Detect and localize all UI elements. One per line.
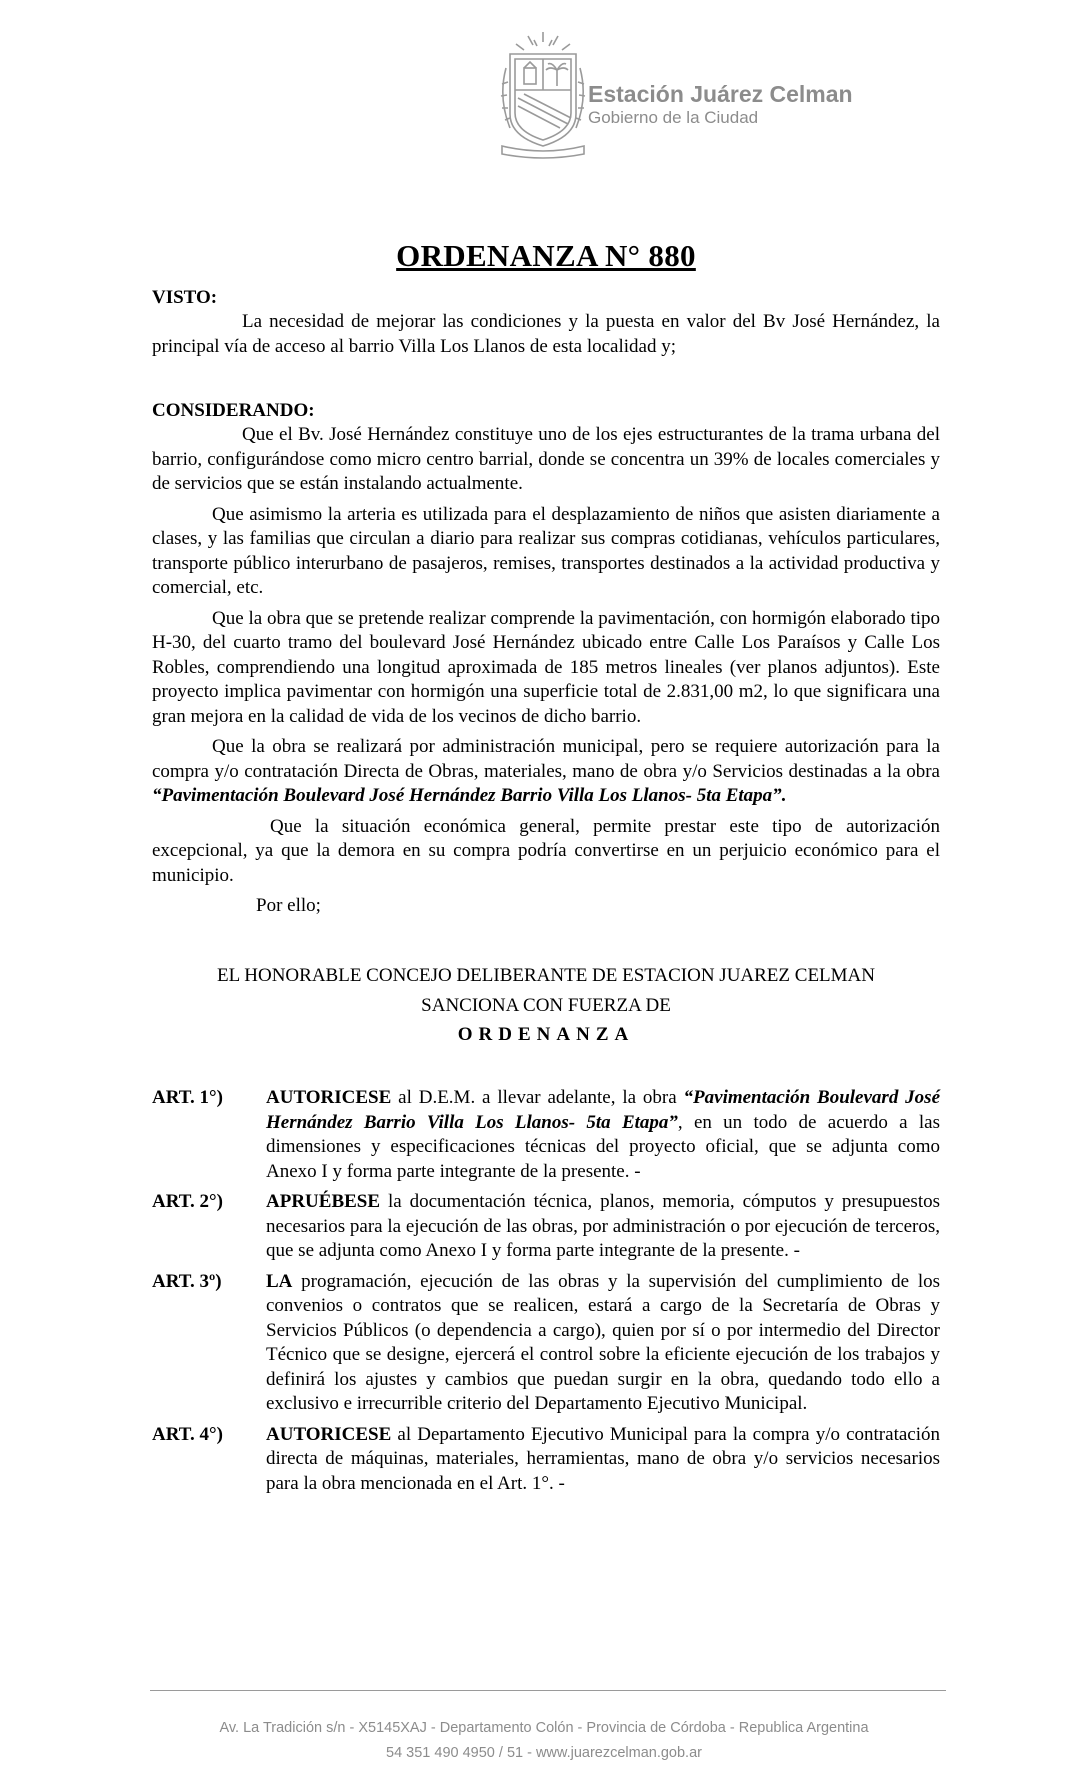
ordinance-body <box>152 238 940 1502</box>
article-3 <box>152 1270 940 1417</box>
considerando-paragraph-1: Que el Bv. José Hernández constituye uno de los ejes estructurantes de la trama urbana del barrio, configurándose como micro centro barrial, donde se concentra un 39% de locales comerciales y de servicios que se están instalando actualmente. <box>152 424 940 494</box>
article-lead-word: LA <box>266 1270 293 1292</box>
council-line: EL HONORABLE CONCEJO DELIBERANTE DE ESTACION JUAREZ CELMAN <box>217 965 875 986</box>
visto-heading: VISTO: <box>152 287 218 308</box>
obra-name-period: . <box>781 785 787 806</box>
considerando-paragraph-3: Que la obra que se pretende realizar comprende la pavimentación, con hormigón elaborado tipo H-30, del cuarto tramo del boulevard José Hernández ubicado entre Calle Los Paraísos y Calle Los Robles, comprendiendo una longitud aproximada de 185 metros lineales (ver planos adjuntos). Este proyecto implica pavimentar con hormigón una superficie total de 2.831,00 m2, lo que significara una gran mejora en la calidad de vida de los vecinos de dicho barrio. <box>152 607 940 727</box>
considerando-heading: CONSIDERANDO: <box>152 400 315 421</box>
footer-address: Av. La Tradición s/n - X5145XAJ - Departamento Colón - Provincia de Córdoba - Republica Argentina <box>219 1720 869 1736</box>
considerando-paragraph-2: Que asimismo la arteria es utilizada para el desplazamiento de niños que asisten diariamente a clases, y las familias que circulan a diario para realizar sus compras cotidianas, vehículos particulares, transporte público interurbano de pasajeros, remises, transportes destinados a la actividad productiva y comercial, etc. <box>152 503 940 598</box>
city-crest-logo <box>488 28 598 160</box>
sanciona-line: SANCIONA CON FUERZA DE <box>421 995 671 1016</box>
article-lead-word: APRUÉBESE <box>266 1191 381 1212</box>
article-label: ART. 2°) <box>152 1191 223 1212</box>
article-label: ART. 3º) <box>152 1270 222 1292</box>
article-text-continued: , en un todo de acuerdo a las dimensiones y especificaciones técnicas del proyecto oficial, que se adjunta como Anexo I y forma parte integrante de la presente. - <box>266 1111 941 1182</box>
article-4 <box>152 1423 940 1497</box>
article-label: ART. 1°) <box>152 1087 223 1108</box>
visto-paragraph: La necesidad de mejorar las condiciones y la puesta en valor del Bv José Hernández, la principal vía de acceso al barrio Villa Los Llanos de esta localidad y; <box>152 311 940 357</box>
article-2 <box>152 1190 940 1264</box>
footer-divider <box>150 1690 946 1691</box>
article-text: programación, ejecución de las obras y la supervisión del cumplimiento de los convenios o contratos que se realicen, estará a cargo de la Secretaría de Obras y Servicios Públicos (o dependencia a cargo), quien por sí o por intermedio del Director Técnico que se designe, ejercerá el control sobre la eficiente ejecución de los trabajos y definirá los ajustes y cambios que puedan surgir en la obra, quedando todo ello a exclusivo e irrecurrible criterio del Departamento Ejecutivo Municipal. <box>266 1270 940 1414</box>
article-text: al Departamento Ejecutivo Municipal para la compra y/o contratación directa de máquinas, materiales, herramientas, mano de obra y/o servicios necesarios para la obra mencionada en el Art. 1°. - <box>266 1423 940 1494</box>
government-subtitle: Gobierno de la Ciudad <box>588 108 759 127</box>
city-name: Estación Juárez Celman <box>588 81 853 107</box>
article-1 <box>152 1086 940 1184</box>
document-title: ORDENANZA N° 880 <box>396 238 696 273</box>
article-text: la documentación técnica, planos, memoria, cómputos y presupuestos necesarios para la ejecución de las obras, por administración o por ejecución de terceros, que se adjunta como Anexo I y forma parte integrante de la presente. - <box>266 1191 940 1261</box>
article-obra-name: “Pavimentación Boulevard José Hernández Barrio Villa Los Llanos- 5ta Etapa” <box>266 1087 940 1133</box>
article-lead-word: AUTORICESE <box>266 1423 392 1445</box>
article-lead-word: AUTORICESE <box>266 1087 392 1108</box>
considerando-4-text: Que la obra se realizará por administración municipal, pero se requiere autorización para la compra y/o contratación Directa de Obras, materiales, mano de obra y/o Servicios destinadas a la obra <box>152 736 940 782</box>
por-ello: Por ello; <box>256 895 321 916</box>
obra-name: “Pavimentación Boulevard José Hernández Barrio Villa Los Llanos- 5ta Etapa” <box>152 785 782 806</box>
considerando-paragraph-5: Que la situación económica general, permite prestar este tipo de autorización excepcional, ya que la demora en su compra podría convertirse en un perjuicio económico para el municipio. <box>152 815 940 886</box>
footer-contact: 54 351 490 4950 / 51 - www.juarezcelman.gob.ar <box>386 1745 702 1761</box>
letterhead <box>488 28 908 160</box>
article-label: ART. 4°) <box>152 1423 223 1445</box>
article-text: al D.E.M. a llevar adelante, la obra <box>391 1087 684 1108</box>
considerando-paragraph-4 <box>152 735 940 809</box>
ordenanza-heading: ORDENANZA <box>457 1024 635 1045</box>
